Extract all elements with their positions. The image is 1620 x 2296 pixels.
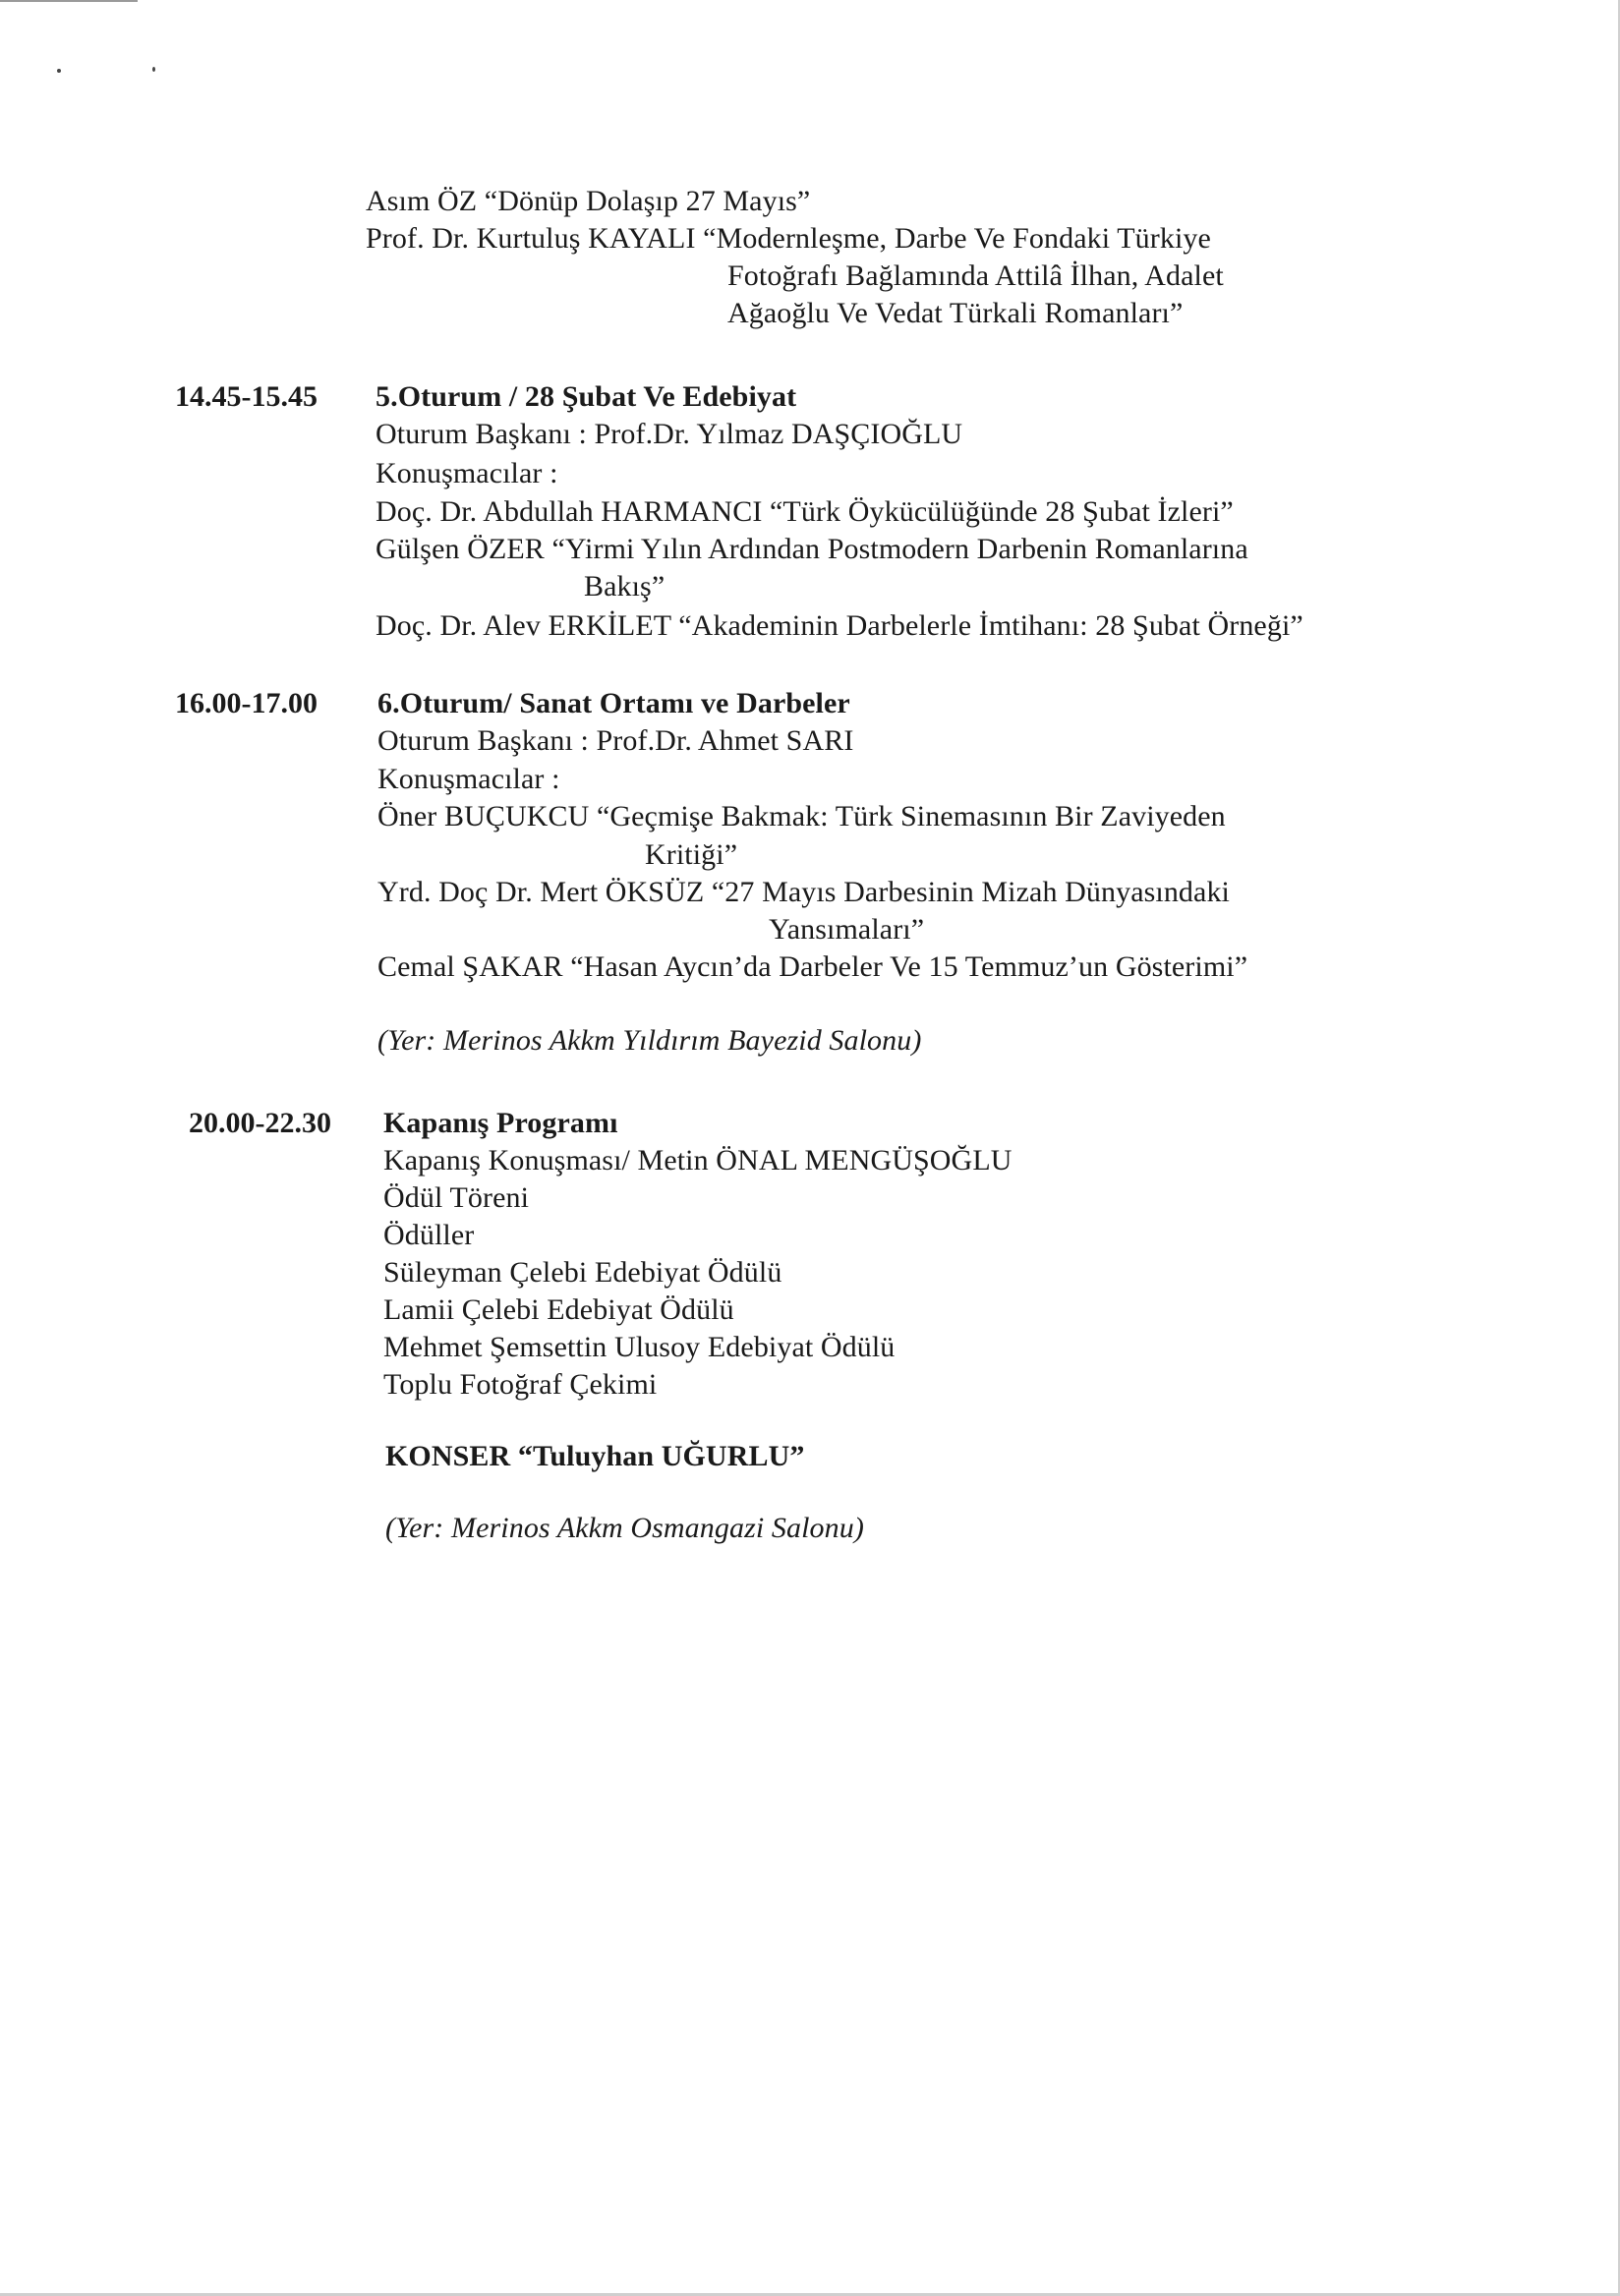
- intro-line-2: Prof. Dr. Kurtuluş KAYALI “Modernleşme, Darbe Ve Fondaki Türkiye: [366, 222, 1211, 255]
- session6-chair: Oturum Başkanı : Prof.Dr. Ahmet SARI: [377, 724, 854, 757]
- closing-item-5: Lamii Çelebi Edebiyat Ödülü: [383, 1293, 734, 1326]
- session6-title: 6.Oturum/ Sanat Ortamı ve Darbeler: [377, 687, 850, 719]
- session6-talk-1-line-2: Kritiği”: [645, 838, 738, 871]
- closing-item-1: Kapanış Konuşması/ Metin ÖNAL MENGÜŞOĞLU: [383, 1144, 1012, 1177]
- closing-item-2: Ödül Töreni: [383, 1181, 530, 1214]
- scan-speck: [57, 69, 61, 73]
- session5-talk-2-line-1: Gülşen ÖZER “Yirmi Yılın Ardından Postmodern Darbenin Romanlarına: [376, 533, 1248, 565]
- closing-item-6: Mehmet Şemsettin Ulusoy Edebiyat Ödülü: [383, 1331, 896, 1363]
- session6-time: 16.00-17.00: [175, 687, 318, 719]
- session5-chair: Oturum Başkanı : Prof.Dr. Yılmaz DAŞÇIOĞLU: [376, 418, 963, 450]
- closing-item-7: Toplu Fotoğraf Çekimi: [383, 1368, 658, 1401]
- concert-title: KONSER “Tuluyhan UĞURLU”: [385, 1440, 805, 1472]
- session5-title: 5.Oturum / 28 Şubat Ve Edebiyat: [376, 380, 797, 413]
- session6-venue: (Yer: Merinos Akkm Yıldırım Bayezid Salonu): [377, 1024, 922, 1057]
- closing-item-4: Süleyman Çelebi Edebiyat Ödülü: [383, 1256, 782, 1289]
- session6-talk-2-line-2: Yansımaları”: [769, 913, 925, 946]
- intro-line-3: Fotoğrafı Bağlamında Attilâ İlhan, Adalet: [727, 259, 1224, 292]
- closing-time: 20.00-22.30: [189, 1107, 331, 1139]
- session5-talk-3: Doç. Dr. Alev ERKİLET “Akademinin Darbelerle İmtihanı: 28 Şubat Örneği”: [376, 609, 1303, 642]
- session6-talk-1-line-1: Öner BUÇUKCU “Geçmişe Bakmak: Türk Sinemasının Bir Zaviyeden: [377, 800, 1226, 832]
- scan-speck: [152, 67, 155, 72]
- intro-line-1: Asım ÖZ “Dönüp Dolaşıp 27 Mayıs”: [366, 185, 811, 217]
- session5-time: 14.45-15.45: [175, 380, 318, 413]
- session6-talk-3: Cemal ŞAKAR “Hasan Aycın’da Darbeler Ve 15 Temmuz’un Gösterimi”: [377, 950, 1248, 983]
- scan-edge-top: [0, 0, 138, 2]
- session5-talk-1: Doç. Dr. Abdullah HARMANCI “Türk Öykücülüğünde 28 Şubat İzleri”: [376, 495, 1234, 528]
- session5-speakers-label: Konuşmacılar :: [376, 457, 558, 489]
- session6-talk-2-line-1: Yrd. Doç Dr. Mert ÖKSÜZ “27 Mayıs Darbesinin Mizah Dünyasındaki: [377, 876, 1230, 908]
- closing-item-3: Ödüller: [383, 1219, 475, 1251]
- session5-talk-2-line-2: Bakış”: [584, 570, 665, 603]
- intro-line-4: Ağaoğlu Ve Vedat Türkali Romanları”: [727, 297, 1184, 329]
- closing-venue: (Yer: Merinos Akkm Osmangazi Salonu): [385, 1512, 864, 1544]
- closing-title: Kapanış Programı: [383, 1107, 618, 1139]
- session6-speakers-label: Konuşmacılar :: [377, 763, 560, 795]
